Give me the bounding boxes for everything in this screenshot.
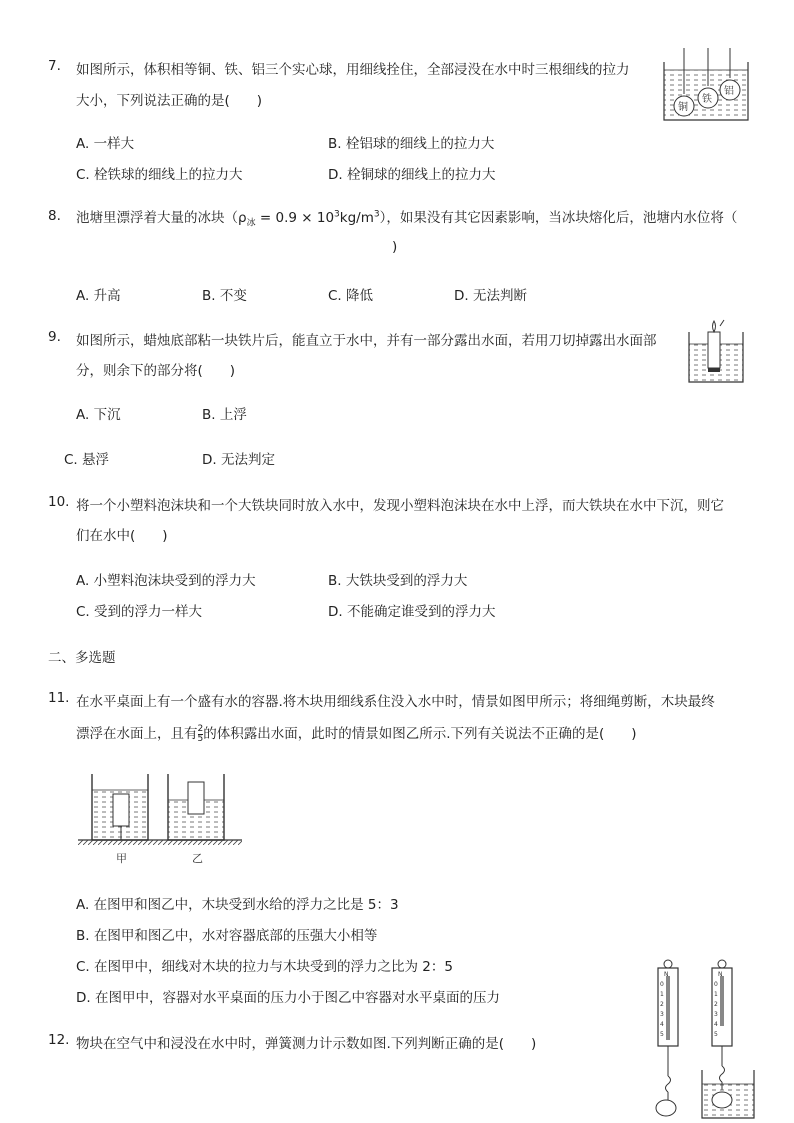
q9-option-d[interactable]: D. 无法判定: [202, 452, 275, 468]
q11-option-b[interactable]: B. 在图甲和图乙中，水对容器底部的压强大小相等: [76, 928, 378, 944]
q7-option-b[interactable]: B. 栓铝球的细线上的拉力大: [328, 136, 495, 152]
fig-label-yi: 乙: [192, 852, 203, 865]
q7-text-line2: 大小，下列说法正确的是( ): [76, 93, 263, 109]
q11-text-line2: [76, 722, 637, 744]
q8-subscript-ice: 冰: [246, 218, 256, 229]
q7-number: 7.: [48, 58, 61, 74]
q8-superscript-3b: 3: [373, 209, 380, 220]
q11-option-a[interactable]: A. 在图甲和图乙中，木块受到水给的浮力之比是 5：3: [76, 897, 399, 913]
s1-tick-4: 4: [660, 1021, 664, 1028]
frac-denominator: 5: [197, 733, 204, 744]
q8-text-b: = 0.9 × 10: [255, 210, 335, 226]
q7-option-a[interactable]: A. 一样大: [76, 136, 135, 152]
q12-figure-spring-scales: [640, 958, 760, 1120]
spring-scale-in-water: [702, 960, 754, 1118]
q9-option-b[interactable]: B. 上浮: [202, 407, 247, 423]
q8-number: 8.: [48, 208, 61, 224]
q8-text-line2: ): [392, 239, 398, 255]
s1-tick-0: 0: [660, 981, 664, 988]
q12-number: 12.: [48, 1032, 70, 1048]
q11-number: 11.: [48, 690, 70, 706]
q8-superscript-3: 3: [334, 209, 340, 220]
section-heading-multiple-choice: 二、多选题: [48, 650, 116, 666]
s2-tick-0: 0: [714, 981, 718, 988]
q10-option-b[interactable]: B. 大铁块受到的浮力大: [328, 573, 468, 589]
q11-option-d[interactable]: D. 在图甲中，容器对水平桌面的压力小于图乙中容器对水平桌面的压力: [76, 990, 500, 1006]
s2-tick-2: 2: [714, 1001, 718, 1008]
q8-option-c[interactable]: C. 降低: [328, 288, 374, 304]
scale2-unit: N: [718, 971, 723, 978]
q7-figure-three-balls: [662, 48, 752, 122]
q8-option-a[interactable]: A. 升高: [76, 288, 121, 304]
q10-text-line1: 将一个小塑料泡沫块和一个大铁块同时放入水中，发现小塑料泡沫块在水中上浮，而大铁块在水中下沉，则它: [76, 498, 724, 514]
ball-label-aluminum: 铝: [724, 86, 734, 97]
q9-figure-candle-in-water: [686, 318, 748, 386]
q9-text-line1: 如图所示，蜡烛底部粘一块铁片后，能直立于水中，并有一部分露出水面，若用刀切掉露出水面部: [76, 333, 657, 349]
q10-option-a[interactable]: A. 小塑料泡沫块受到的浮力大: [76, 573, 256, 589]
q9-text-line2: 分，则余下的部分将( ): [76, 363, 236, 379]
q8-text-c: kg/m: [339, 210, 374, 226]
q9-option-c[interactable]: C. 悬浮: [64, 452, 110, 468]
scale1-unit: N: [664, 971, 669, 978]
q10-number: 10.: [48, 494, 70, 510]
q11-text-a: 漂浮在水面上，且有: [76, 726, 198, 742]
frac-numerator: 2: [197, 723, 204, 734]
q8-option-d[interactable]: D. 无法判断: [454, 288, 527, 304]
s2-tick-3: 3: [714, 1011, 718, 1018]
q8-option-b[interactable]: B. 不变: [202, 288, 247, 304]
q12-text-line1: 物块在空气中和浸没在水中时，弹簧测力计示数如图.下列判断正确的是( ): [76, 1036, 537, 1052]
q10-option-d[interactable]: D. 不能确定谁受到的浮力大: [328, 604, 496, 620]
q10-option-c[interactable]: C. 受到的浮力一样大: [76, 604, 203, 620]
s1-tick-2: 2: [660, 1001, 664, 1008]
q11-text-line1: 在水平桌面上有一个盛有水的容器.将木块用细线系住没入水中时，情景如图甲所示；将细绳剪断，木块最终: [76, 694, 715, 710]
q8-text-d: ），如果没有其它因素影响，当冰块熔化后，池塘内水位将（: [379, 210, 738, 226]
q7-option-c[interactable]: C. 栓铁球的细线上的拉力大: [76, 167, 243, 183]
q11-text-b: 的体积露出水面，此时的情景如图乙所示.下列有关说法不正确的是( ): [203, 726, 637, 742]
s1-tick-3: 3: [660, 1011, 664, 1018]
s2-tick-5: 5: [714, 1031, 718, 1038]
q9-option-a[interactable]: A. 下沉: [76, 407, 121, 423]
q11-figure-containers: [78, 770, 244, 866]
s1-tick-5: 5: [660, 1031, 664, 1038]
q7-option-d[interactable]: D. 栓铜球的细线上的拉力大: [328, 167, 496, 183]
q7-text-line1: 如图所示，体积相等铜、铁、铝三个实心球，用细线拴住，全部浸没在水中时三根细线的拉力: [76, 62, 630, 78]
ball-label-copper: 铜: [678, 102, 688, 113]
q9-number: 9.: [48, 329, 61, 345]
spring-scale-in-air: [656, 960, 678, 1116]
fig-label-jia: 甲: [116, 852, 127, 865]
q10-text-line2: 们在水中( ): [76, 528, 168, 544]
ball-label-iron: 铁: [702, 94, 712, 105]
q8-text-a: 池塘里漂浮着大量的冰块（ρ: [76, 210, 247, 226]
q8-text-line1: [76, 206, 737, 229]
s2-tick-1: 1: [714, 991, 718, 998]
s1-tick-1: 1: [660, 991, 664, 998]
q11-option-c[interactable]: C. 在图甲中，细线对木块的拉力与木块受到的浮力之比为 2：5: [76, 959, 453, 975]
s2-tick-4: 4: [714, 1021, 718, 1028]
